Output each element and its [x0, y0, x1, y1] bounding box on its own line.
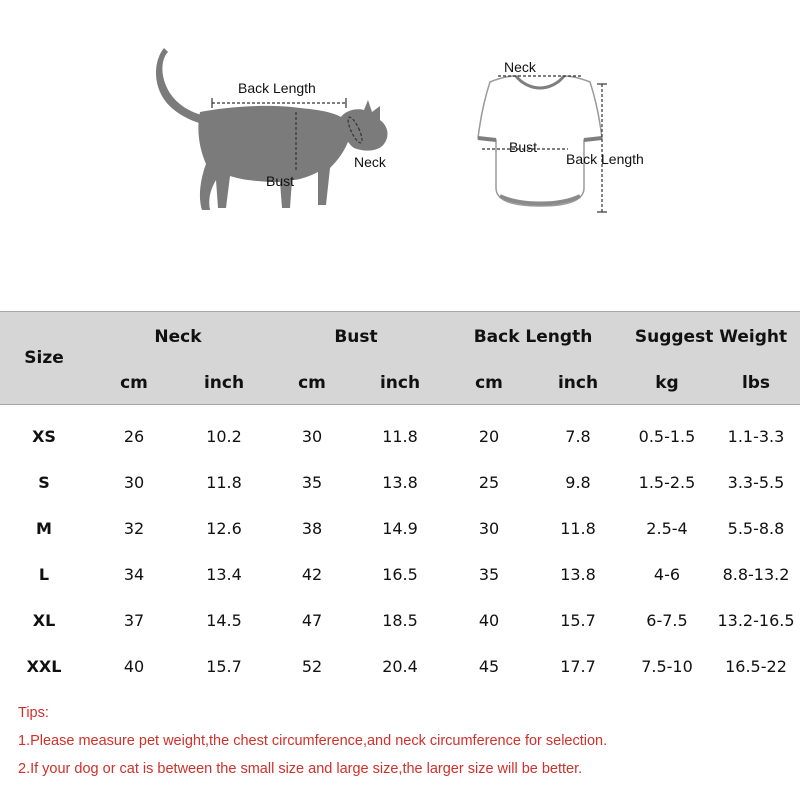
value-cell: 40: [478, 611, 500, 630]
value-cell: 35: [301, 473, 323, 492]
value-cell: 11.8: [382, 427, 418, 446]
value-cell: 1.5-2.5: [638, 473, 696, 492]
value-cell: 13.4: [206, 565, 242, 584]
size-header: Size: [24, 348, 64, 368]
value-cell: 4-6: [653, 565, 681, 584]
value-cell: 42: [301, 565, 323, 584]
value-cell: 20: [478, 427, 500, 446]
table-row: [0, 599, 800, 645]
cat-diagram: [150, 40, 410, 230]
value-cell: 11.8: [206, 473, 242, 492]
shirt-outline: [478, 76, 602, 206]
value-cell: 5.5-8.8: [727, 519, 785, 538]
shirt-diagram: [460, 60, 620, 220]
neck-header: Neck: [154, 327, 202, 347]
unit-header: lbs: [741, 373, 771, 393]
value-cell: 34: [123, 565, 145, 584]
table-row: [0, 461, 800, 507]
value-cell: 13.2-16.5: [717, 611, 795, 630]
size-cell: S: [38, 473, 50, 492]
table-row: [0, 507, 800, 553]
value-cell: 35: [478, 565, 500, 584]
cat-back-length-label: Back Length: [238, 80, 316, 96]
shirt-back-length-label: Back Length: [566, 151, 644, 167]
bust-header: Bust: [334, 327, 378, 347]
value-cell: 12.6: [206, 519, 242, 538]
shirt-neck-label: Neck: [504, 59, 536, 75]
size-cell: M: [36, 519, 52, 538]
shirt-bust-label: Bust: [509, 139, 538, 155]
value-cell: 13.8: [560, 565, 596, 584]
value-cell: 0.5-1.5: [638, 427, 696, 446]
value-cell: 25: [478, 473, 500, 492]
value-cell: 16.5-22: [725, 657, 787, 676]
value-cell: 8.8-13.2: [722, 565, 790, 584]
value-cell: 13.8: [382, 473, 418, 492]
value-cell: 2.5-4: [646, 519, 688, 538]
table-row: [0, 645, 800, 691]
tip-line-2: 2.If your dog or cat is between the small size and large size,the larger size will be better.: [18, 761, 583, 777]
value-cell: 30: [301, 427, 323, 446]
value-cell: 7.8: [565, 427, 591, 446]
value-cell: 11.8: [560, 519, 596, 538]
value-cell: 52: [301, 657, 323, 676]
value-cell: 47: [301, 611, 323, 630]
value-cell: 30: [123, 473, 145, 492]
back-length-header: Back Length: [473, 327, 593, 347]
value-cell: 32: [123, 519, 145, 538]
value-cell: 40: [123, 657, 145, 676]
value-cell: 9.8: [565, 473, 591, 492]
value-cell: 1.1-3.3: [727, 427, 785, 446]
tips-title: Tips:: [18, 705, 49, 721]
value-cell: 16.5: [382, 565, 418, 584]
value-cell: 15.7: [206, 657, 242, 676]
value-cell: 10.2: [206, 427, 242, 446]
value-cell: 38: [301, 519, 323, 538]
value-cell: 37: [123, 611, 145, 630]
value-cell: 20.4: [382, 657, 418, 676]
value-cell: 6-7.5: [646, 611, 688, 630]
suggest-weight-header: Suggest Weight: [634, 327, 788, 347]
table-row: [0, 553, 800, 599]
table-header: [0, 311, 800, 405]
size-cell: XL: [32, 611, 56, 630]
value-cell: 26: [123, 427, 145, 446]
size-cell: XS: [32, 427, 56, 446]
value-cell: 14.5: [206, 611, 242, 630]
size-cell: L: [38, 565, 50, 584]
value-cell: 17.7: [560, 657, 596, 676]
unit-header: cm: [298, 373, 326, 393]
tip-line-1: 1.Please measure pet weight,the chest circumference,and neck circumference for selection.: [18, 733, 608, 749]
value-cell: 18.5: [382, 611, 418, 630]
table-row: [0, 415, 800, 461]
unit-header: inch: [203, 373, 245, 393]
unit-header: cm: [475, 373, 503, 393]
unit-header: inch: [557, 373, 599, 393]
value-cell: 3.3-5.5: [727, 473, 785, 492]
unit-header: inch: [379, 373, 421, 393]
unit-header: kg: [655, 373, 679, 393]
value-cell: 15.7: [560, 611, 596, 630]
value-cell: 45: [478, 657, 500, 676]
size-cell: XXL: [26, 657, 62, 676]
value-cell: 14.9: [382, 519, 418, 538]
cat-bust-label: Bust: [266, 173, 295, 189]
unit-header: cm: [120, 373, 148, 393]
value-cell: 7.5-10: [641, 657, 693, 676]
value-cell: 30: [478, 519, 500, 538]
cat-neck-label: Neck: [354, 154, 386, 170]
